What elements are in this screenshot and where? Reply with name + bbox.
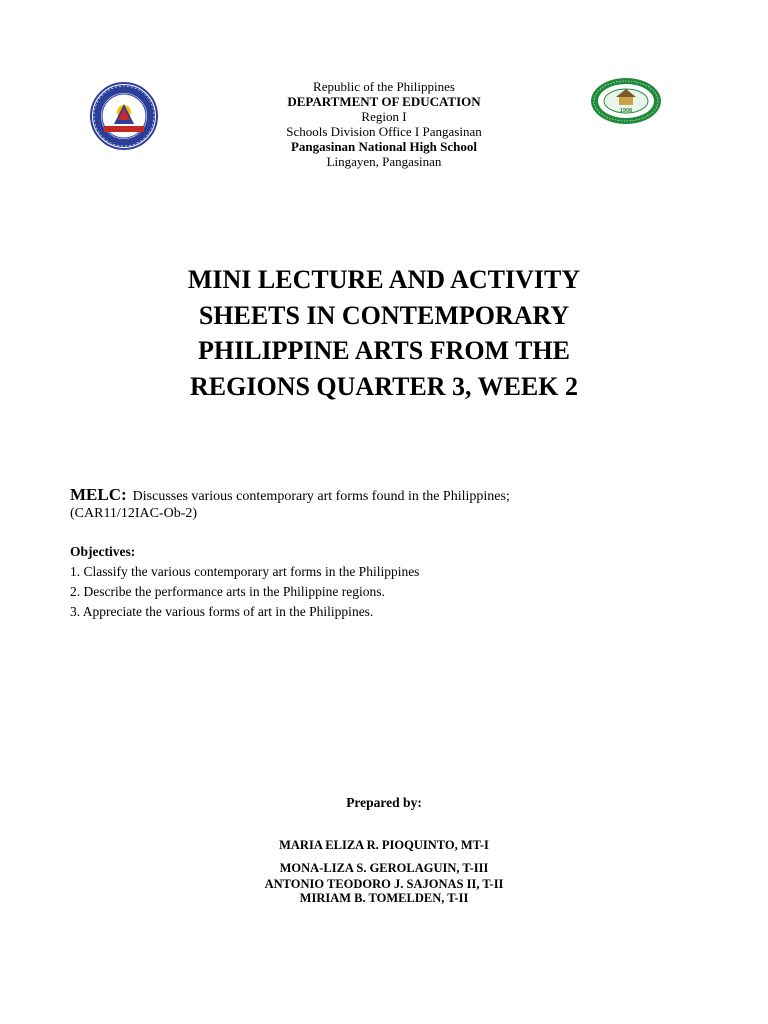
title-line-1: MINI LECTURE AND ACTIVITY	[187, 265, 581, 294]
header-department: DEPARTMENT OF EDUCATION	[287, 94, 481, 109]
header-division: Schools Division Office I Pangasinan	[286, 124, 482, 139]
title-line-3: PHILIPPINE ARTS FROM THE	[197, 336, 571, 365]
objectives-title: Objectives:	[70, 544, 136, 559]
author-name: MARIA ELIZA R. PIOQUINTO, MT-I	[279, 838, 489, 852]
melc-text: Discusses various contemporary art forms found in the Philippines;	[132, 489, 510, 504]
melc-section	[70, 486, 730, 522]
melc-code: (CAR11/12IAC-Ob-2)	[70, 506, 198, 521]
header-region: Region I	[361, 109, 407, 124]
objectives-section	[70, 542, 730, 622]
objective-item: 2. Describe the performance arts in the Philippine regions.	[70, 584, 385, 599]
header-location: Lingayen, Pangasinan	[326, 154, 442, 169]
author-name: ANTONIO TEODORO J. SAJONAS II, T-II	[264, 877, 504, 891]
document-title	[0, 262, 768, 404]
title-line-2: SHEETS IN CONTEMPORARY	[198, 300, 570, 330]
author-name: MONA-LIZA S. GEROLAGUIN, T-III	[279, 861, 489, 875]
header-school: Pangasinan National High School	[290, 139, 478, 154]
author-name: MIRIAM B. TOMELDEN, T-II	[299, 891, 469, 905]
melc-label: MELC:	[70, 485, 127, 504]
prepared-by-label: Prepared by:	[346, 795, 422, 810]
title-line-4: REGIONS QUARTER 3, WEEK 2	[190, 371, 578, 401]
header-republic: Republic of the Philippines	[313, 79, 455, 94]
objective-item: 3. Appreciate the various forms of art in the Philippines.	[70, 604, 374, 619]
school-logo-year: 1908	[619, 108, 633, 114]
objective-item: 1. Classify the various contemporary art forms in the Philippines	[70, 564, 420, 579]
